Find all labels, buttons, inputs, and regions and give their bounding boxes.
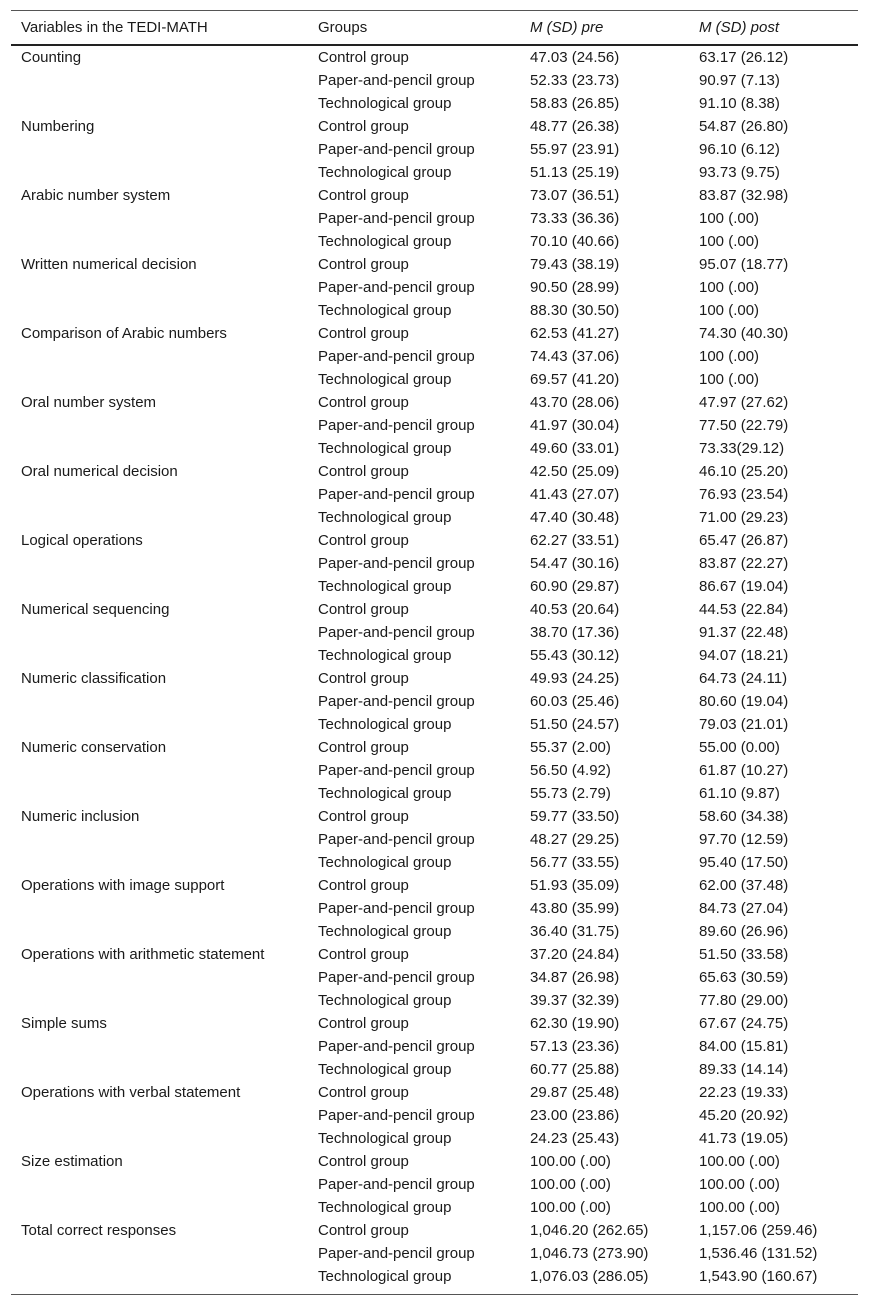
pre-score-cell: 1,046.73 (273.90) (530, 1245, 649, 1262)
group-cell: Technological group (318, 992, 452, 1009)
variable-cell (11, 828, 308, 851)
table-row (11, 1081, 858, 1104)
table-row (11, 115, 858, 138)
table-row (11, 1150, 858, 1173)
table-row (11, 184, 858, 207)
pre-score-cell: 100.00 (.00) (530, 1176, 611, 1193)
table-row (11, 598, 858, 621)
group-cell: Technological group (318, 578, 452, 595)
post-score-cell: 97.70 (12.59) (699, 831, 789, 848)
group-cell: Paper-and-pencil group (318, 900, 475, 917)
table-row (11, 1219, 858, 1242)
group-cell: Technological group (318, 371, 452, 388)
group-cell: Control group (318, 1222, 409, 1239)
group-cell: Paper-and-pencil group (318, 693, 475, 710)
table-row (11, 621, 858, 644)
variable-cell: Size estimation (21, 1153, 123, 1170)
header-pre: M (SD) pre (520, 11, 689, 46)
table-row (11, 1265, 858, 1288)
variable-cell (11, 920, 308, 943)
table-row (11, 1104, 858, 1127)
variable-cell (11, 345, 308, 368)
pre-score-cell: 34.87 (26.98) (530, 969, 620, 986)
variable-cell (11, 483, 308, 506)
pre-score-cell: 55.43 (30.12) (530, 647, 620, 664)
group-cell: Technological group (318, 95, 452, 112)
group-cell: Technological group (318, 233, 452, 250)
group-cell: Control group (318, 532, 409, 549)
group-cell: Control group (318, 808, 409, 825)
variable-cell (11, 506, 308, 529)
post-score-cell: 1,543.90 (160.67) (699, 1268, 818, 1285)
post-score-cell: 64.73 (24.11) (699, 670, 788, 687)
table-row (11, 1012, 858, 1035)
post-score-cell: 95.07 (18.77) (699, 256, 789, 273)
table-row (11, 667, 858, 690)
pre-score-cell: 88.30 (30.50) (530, 302, 620, 319)
pre-score-cell: 38.70 (17.36) (530, 624, 620, 641)
table-row (11, 414, 858, 437)
group-cell: Paper-and-pencil group (318, 1038, 475, 1055)
group-cell: Technological group (318, 854, 452, 871)
pre-score-cell: 41.43 (27.07) (530, 486, 620, 503)
pre-score-cell: 52.33 (23.73) (530, 72, 620, 89)
table-bottom-rule (11, 1288, 858, 1295)
variable-cell (11, 207, 308, 230)
variable-cell: Oral numerical decision (21, 463, 178, 480)
group-cell: Control group (318, 325, 409, 342)
post-score-cell: 83.87 (32.98) (699, 187, 789, 204)
variable-cell: Operations with verbal statement (21, 1084, 241, 1101)
post-score-cell: 44.53 (22.84) (699, 601, 789, 618)
post-score-cell: 86.67 (19.04) (699, 578, 789, 595)
group-cell: Paper-and-pencil group (318, 210, 475, 227)
group-cell: Control group (318, 118, 409, 135)
variable-cell (11, 851, 308, 874)
variable-cell: Numbering (21, 118, 95, 135)
table-row (11, 759, 858, 782)
table-row (11, 460, 858, 483)
pre-score-cell: 73.07 (36.51) (530, 187, 620, 204)
group-cell: Technological group (318, 509, 452, 526)
pre-score-cell: 73.33 (36.36) (530, 210, 620, 227)
variable-cell (11, 782, 308, 805)
table-row (11, 230, 858, 253)
post-score-cell: 94.07 (18.21) (699, 647, 789, 664)
variable-cell (11, 759, 308, 782)
post-score-cell: 22.23 (19.33) (699, 1084, 789, 1101)
table-row (11, 207, 858, 230)
table-row (11, 345, 858, 368)
pre-score-cell: 47.40 (30.48) (530, 509, 620, 526)
pre-score-cell: 42.50 (25.09) (530, 463, 620, 480)
pre-score-cell: 47.03 (24.56) (530, 49, 620, 66)
group-cell: Control group (318, 1153, 409, 1170)
post-score-cell: 55.00 (0.00) (699, 739, 780, 756)
group-cell: Paper-and-pencil group (318, 348, 475, 365)
table-row (11, 506, 858, 529)
table-row (11, 989, 858, 1012)
post-score-cell: 46.10 (25.20) (699, 463, 789, 480)
variable-cell: Total correct responses (21, 1222, 177, 1239)
post-score-cell: 100 (.00) (699, 233, 760, 250)
group-cell: Paper-and-pencil group (318, 72, 475, 89)
post-score-cell: 58.60 (34.38) (699, 808, 789, 825)
pre-score-cell: 40.53 (20.64) (530, 601, 620, 618)
group-cell: Technological group (318, 785, 452, 802)
table-row (11, 644, 858, 667)
pre-score-cell: 55.97 (23.91) (530, 141, 620, 158)
table-row (11, 138, 858, 161)
pre-score-cell: 39.37 (32.39) (530, 992, 620, 1009)
pre-score-cell: 62.27 (33.51) (530, 532, 620, 549)
group-cell: Paper-and-pencil group (318, 831, 475, 848)
variable-cell (11, 897, 308, 920)
group-cell: Technological group (318, 1061, 452, 1078)
group-cell: Paper-and-pencil group (318, 1176, 475, 1193)
pre-score-cell: 100.00 (.00) (530, 1199, 611, 1216)
variable-cell (11, 230, 308, 253)
pre-score-cell: 37.20 (24.84) (530, 946, 620, 963)
variable-cell (11, 299, 308, 322)
post-score-cell: 100.00 (.00) (699, 1176, 780, 1193)
post-score-cell: 71.00 (29.23) (699, 509, 789, 526)
group-cell: Control group (318, 601, 409, 618)
pre-score-cell: 51.93 (35.09) (530, 877, 620, 894)
post-score-cell: 51.50 (33.58) (699, 946, 789, 963)
table-row (11, 897, 858, 920)
pre-score-cell: 56.50 (4.92) (530, 762, 611, 779)
post-score-cell: 100 (.00) (699, 279, 760, 296)
table-row (11, 1127, 858, 1150)
post-score-cell: 79.03 (21.01) (699, 716, 789, 733)
variable-cell (11, 414, 308, 437)
pre-score-cell: 100.00 (.00) (530, 1153, 611, 1170)
table-row (11, 253, 858, 276)
group-cell: Control group (318, 946, 409, 963)
pre-score-cell: 54.47 (30.16) (530, 555, 620, 572)
table-row (11, 828, 858, 851)
header-post: M (SD) post (689, 11, 858, 46)
post-score-cell: 95.40 (17.50) (699, 854, 789, 871)
variable-cell: Numerical sequencing (21, 601, 170, 618)
post-score-cell: 61.10 (9.87) (699, 785, 780, 802)
post-score-cell: 77.50 (22.79) (699, 417, 789, 434)
table-row (11, 529, 858, 552)
table-row (11, 1058, 858, 1081)
group-cell: Control group (318, 49, 409, 66)
variable-cell (11, 713, 308, 736)
post-score-cell: 62.00 (37.48) (699, 877, 789, 894)
pre-score-cell: 1,046.20 (262.65) (530, 1222, 649, 1239)
pre-score-cell: 51.50 (24.57) (530, 716, 620, 733)
post-score-cell: 74.30 (40.30) (699, 325, 789, 342)
post-score-cell: 93.73 (9.75) (699, 164, 780, 181)
variable-cell (11, 644, 308, 667)
table-row (11, 45, 858, 69)
pre-score-cell: 59.77 (33.50) (530, 808, 620, 825)
variable-cell (11, 138, 308, 161)
variable-cell (11, 552, 308, 575)
variable-cell (11, 989, 308, 1012)
group-cell: Paper-and-pencil group (318, 1107, 475, 1124)
table-row (11, 161, 858, 184)
variable-cell (11, 368, 308, 391)
table-row (11, 1196, 858, 1219)
table-row (11, 437, 858, 460)
pre-score-cell: 48.77 (26.38) (530, 118, 620, 135)
variable-cell (11, 1265, 308, 1288)
group-cell: Technological group (318, 164, 452, 181)
group-cell: Paper-and-pencil group (318, 1245, 475, 1262)
pre-score-cell: 62.53 (41.27) (530, 325, 620, 342)
variable-cell (11, 92, 308, 115)
variable-cell (11, 161, 308, 184)
group-cell: Control group (318, 877, 409, 894)
post-score-cell: 100.00 (.00) (699, 1199, 780, 1216)
pre-score-cell: 43.70 (28.06) (530, 394, 620, 411)
variable-cell: Numeric classification (21, 670, 167, 687)
variable-cell (11, 575, 308, 598)
table-row (11, 92, 858, 115)
group-cell: Control group (318, 1084, 409, 1101)
pre-score-cell: 41.97 (30.04) (530, 417, 620, 434)
post-score-cell: 91.37 (22.48) (699, 624, 789, 641)
post-score-cell: 89.33 (14.14) (699, 1061, 789, 1078)
variable-cell (11, 1196, 308, 1219)
post-score-cell: 100.00 (.00) (699, 1153, 780, 1170)
pre-score-cell: 70.10 (40.66) (530, 233, 620, 250)
pre-score-cell: 56.77 (33.55) (530, 854, 620, 871)
pre-score-cell: 60.03 (25.46) (530, 693, 620, 710)
post-score-cell: 67.67 (24.75) (699, 1015, 789, 1032)
group-cell: Control group (318, 1015, 409, 1032)
variable-cell: Written numerical decision (21, 256, 197, 273)
pre-score-cell: 60.77 (25.88) (530, 1061, 620, 1078)
group-cell: Technological group (318, 923, 452, 940)
post-score-cell: 61.87 (10.27) (699, 762, 789, 779)
table-row (11, 736, 858, 759)
post-score-cell: 100 (.00) (699, 302, 760, 319)
table-row (11, 1173, 858, 1196)
post-score-cell: 77.80 (29.00) (699, 992, 789, 1009)
post-score-cell: 47.97 (27.62) (699, 394, 789, 411)
post-score-cell: 100 (.00) (699, 210, 760, 227)
pre-score-cell: 49.93 (24.25) (530, 670, 620, 687)
variable-cell: Numeric conservation (21, 739, 167, 756)
table-row (11, 1035, 858, 1058)
group-cell: Control group (318, 256, 409, 273)
group-cell: Control group (318, 394, 409, 411)
variable-cell (11, 966, 308, 989)
pre-score-cell: 29.87 (25.48) (530, 1084, 620, 1101)
table-body (11, 45, 858, 1288)
header-variables: Variables in the TEDI-MATH (11, 11, 308, 46)
variable-cell (11, 1058, 308, 1081)
pre-score-cell: 51.13 (25.19) (530, 164, 620, 181)
group-cell: Paper-and-pencil group (318, 624, 475, 641)
table-row (11, 575, 858, 598)
group-cell: Paper-and-pencil group (318, 141, 475, 158)
group-cell: Control group (318, 187, 409, 204)
post-score-cell: 1,536.46 (131.52) (699, 1245, 818, 1262)
variable-cell: Oral number system (21, 394, 157, 411)
table-row (11, 69, 858, 92)
group-cell: Technological group (318, 1268, 452, 1285)
pre-score-cell: 79.43 (38.19) (530, 256, 620, 273)
table-header-row (11, 11, 858, 46)
variable-cell: Comparison of Arabic numbers (21, 325, 227, 342)
group-cell: Technological group (318, 716, 452, 733)
pre-score-cell: 57.13 (23.36) (530, 1038, 620, 1055)
group-cell: Control group (318, 670, 409, 687)
pre-score-cell: 55.37 (2.00) (530, 739, 611, 756)
table-row (11, 805, 858, 828)
pre-score-cell: 49.60 (33.01) (530, 440, 620, 457)
table-row (11, 874, 858, 897)
variable-cell (11, 276, 308, 299)
variable-cell: Numeric inclusion (21, 808, 140, 825)
variable-cell: Simple sums (21, 1015, 107, 1032)
post-score-cell: 1,157.06 (259.46) (699, 1222, 818, 1239)
pre-score-cell: 74.43 (37.06) (530, 348, 620, 365)
post-score-cell: 65.63 (30.59) (699, 969, 789, 986)
variable-cell (11, 1104, 308, 1127)
post-score-cell: 84.00 (15.81) (699, 1038, 789, 1055)
group-cell: Technological group (318, 440, 452, 457)
group-cell: Technological group (318, 1130, 452, 1147)
pre-score-cell: 24.23 (25.43) (530, 1130, 620, 1147)
pre-score-cell: 62.30 (19.90) (530, 1015, 620, 1032)
post-score-cell: 90.97 (7.13) (699, 72, 780, 89)
pre-score-cell: 48.27 (29.25) (530, 831, 620, 848)
table-row (11, 966, 858, 989)
table-row (11, 299, 858, 322)
post-score-cell: 45.20 (20.92) (699, 1107, 789, 1124)
tedi-math-results-table (11, 10, 858, 1295)
table-row (11, 368, 858, 391)
variable-cell (11, 690, 308, 713)
table-row (11, 690, 858, 713)
pre-score-cell: 58.83 (26.85) (530, 95, 620, 112)
pre-score-cell: 69.57 (41.20) (530, 371, 620, 388)
pre-score-cell: 43.80 (35.99) (530, 900, 620, 917)
post-score-cell: 63.17 (26.12) (699, 49, 789, 66)
table-row (11, 1242, 858, 1265)
group-cell: Paper-and-pencil group (318, 969, 475, 986)
variable-cell: Operations with arithmetic statement (21, 946, 265, 963)
post-score-cell: 80.60 (19.04) (699, 693, 789, 710)
pre-score-cell: 36.40 (31.75) (530, 923, 620, 940)
group-cell: Technological group (318, 1199, 452, 1216)
variable-cell: Logical operations (21, 532, 143, 549)
post-score-cell: 73.33(29.12) (699, 440, 785, 457)
variable-cell (11, 437, 308, 460)
table-row (11, 943, 858, 966)
variable-cell (11, 621, 308, 644)
pre-score-cell: 90.50 (28.99) (530, 279, 620, 296)
table-row (11, 713, 858, 736)
post-score-cell: 41.73 (19.05) (699, 1130, 789, 1147)
table-row (11, 552, 858, 575)
results-table-container (11, 10, 858, 1295)
variable-cell (11, 1173, 308, 1196)
post-score-cell: 100 (.00) (699, 348, 760, 365)
header-groups: Groups (308, 11, 520, 46)
variable-cell: Counting (21, 49, 82, 66)
table-row (11, 782, 858, 805)
pre-score-cell: 60.90 (29.87) (530, 578, 620, 595)
variable-cell: Operations with image support (21, 877, 225, 894)
post-score-cell: 76.93 (23.54) (699, 486, 789, 503)
post-score-cell: 91.10 (8.38) (699, 95, 780, 112)
table-row (11, 920, 858, 943)
group-cell: Control group (318, 739, 409, 756)
group-cell: Paper-and-pencil group (318, 486, 475, 503)
pre-score-cell: 23.00 (23.86) (530, 1107, 620, 1124)
group-cell: Paper-and-pencil group (318, 762, 475, 779)
variable-cell (11, 1127, 308, 1150)
post-score-cell: 89.60 (26.96) (699, 923, 789, 940)
table-row (11, 322, 858, 345)
post-score-cell: 54.87 (26.80) (699, 118, 789, 135)
table-row (11, 851, 858, 874)
variable-cell: Arabic number system (21, 187, 171, 204)
post-score-cell: 65.47 (26.87) (699, 532, 789, 549)
group-cell: Paper-and-pencil group (318, 555, 475, 572)
variable-cell (11, 1242, 308, 1265)
pre-score-cell: 55.73 (2.79) (530, 785, 611, 802)
post-score-cell: 100 (.00) (699, 371, 760, 388)
table-row (11, 276, 858, 299)
variable-cell (11, 1035, 308, 1058)
table-row (11, 391, 858, 414)
group-cell: Paper-and-pencil group (318, 279, 475, 296)
group-cell: Control group (318, 463, 409, 480)
pre-score-cell: 1,076.03 (286.05) (530, 1268, 649, 1285)
variable-cell (11, 69, 308, 92)
post-score-cell: 83.87 (22.27) (699, 555, 789, 572)
group-cell: Technological group (318, 302, 452, 319)
table-row (11, 483, 858, 506)
group-cell: Technological group (318, 647, 452, 664)
post-score-cell: 96.10 (6.12) (699, 141, 780, 158)
group-cell: Paper-and-pencil group (318, 417, 475, 434)
post-score-cell: 84.73 (27.04) (699, 900, 789, 917)
